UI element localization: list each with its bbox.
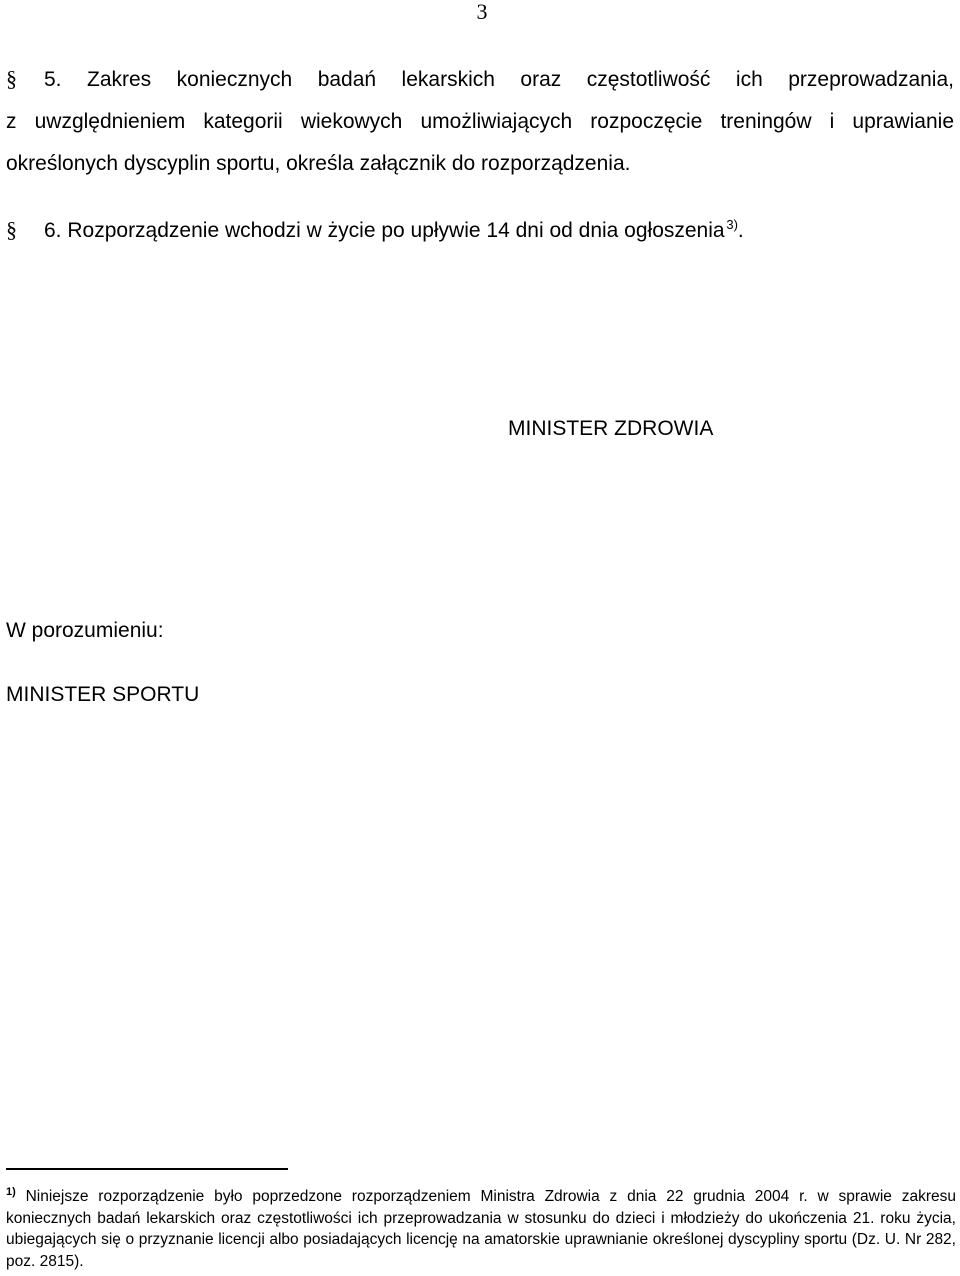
- paragraph-5-number: 5.: [44, 68, 62, 91]
- section-sign: §: [6, 217, 17, 242]
- paragraph-6: [6, 209, 954, 252]
- paragraph-5-first-line: [6, 58, 954, 101]
- footnote-marker: 1): [6, 1186, 16, 1198]
- minister-health-signature: MINISTER ZDROWIA: [508, 417, 714, 440]
- agreement-label: W porozumieniu:: [6, 619, 164, 642]
- minister-sport-signature: MINISTER SPORTU: [6, 683, 200, 706]
- paragraph-indent: [6, 209, 44, 252]
- footnote: [6, 1186, 956, 1272]
- footnote-separator: [6, 1168, 288, 1170]
- paragraph-5-first-line-text: Zakres koniecznych badań lekarskich oraz częstotliwość ich przeprowadzania,: [87, 68, 954, 91]
- footnote-reference: 3): [726, 217, 738, 232]
- paragraph-5: [6, 58, 954, 185]
- footnote-text: Niniejsze rozporządzenie było poprzedzone rozporządzeniem Ministra Zdrowia z dnia 22 grudnia 2004 r. w sprawie zakresu koniecznych badań lekarskich oraz częstotliwości ich przeprowadzania w stosunku do dzieci i młodzieży do ukończenia 21. roku życia, ubiegających się o przyznanie licencji albo posiadających licencję na amatorskie uprawnianie określonej dyscypliny sportu (Dz. U. Nr 282, poz. 2815).: [6, 1188, 956, 1270]
- section-sign: §: [6, 66, 17, 91]
- paragraph-5-text: z uwzględnieniem kategorii wiekowych umożliwiających rozpoczęcie treningów i uprawianie określonych dyscyplin sportu, określa załącznik do rozporządzenia.: [6, 110, 954, 175]
- paragraph-6-number: 6.: [44, 219, 62, 242]
- paragraph-6-end: .: [737, 219, 744, 242]
- paragraph-6-text: Rozporządzenie wchodzi w życie po upływie 14 dni od dnia ogłoszenia: [67, 219, 725, 242]
- page-number: 3: [476, 0, 488, 24]
- paragraph-indent: [6, 58, 44, 101]
